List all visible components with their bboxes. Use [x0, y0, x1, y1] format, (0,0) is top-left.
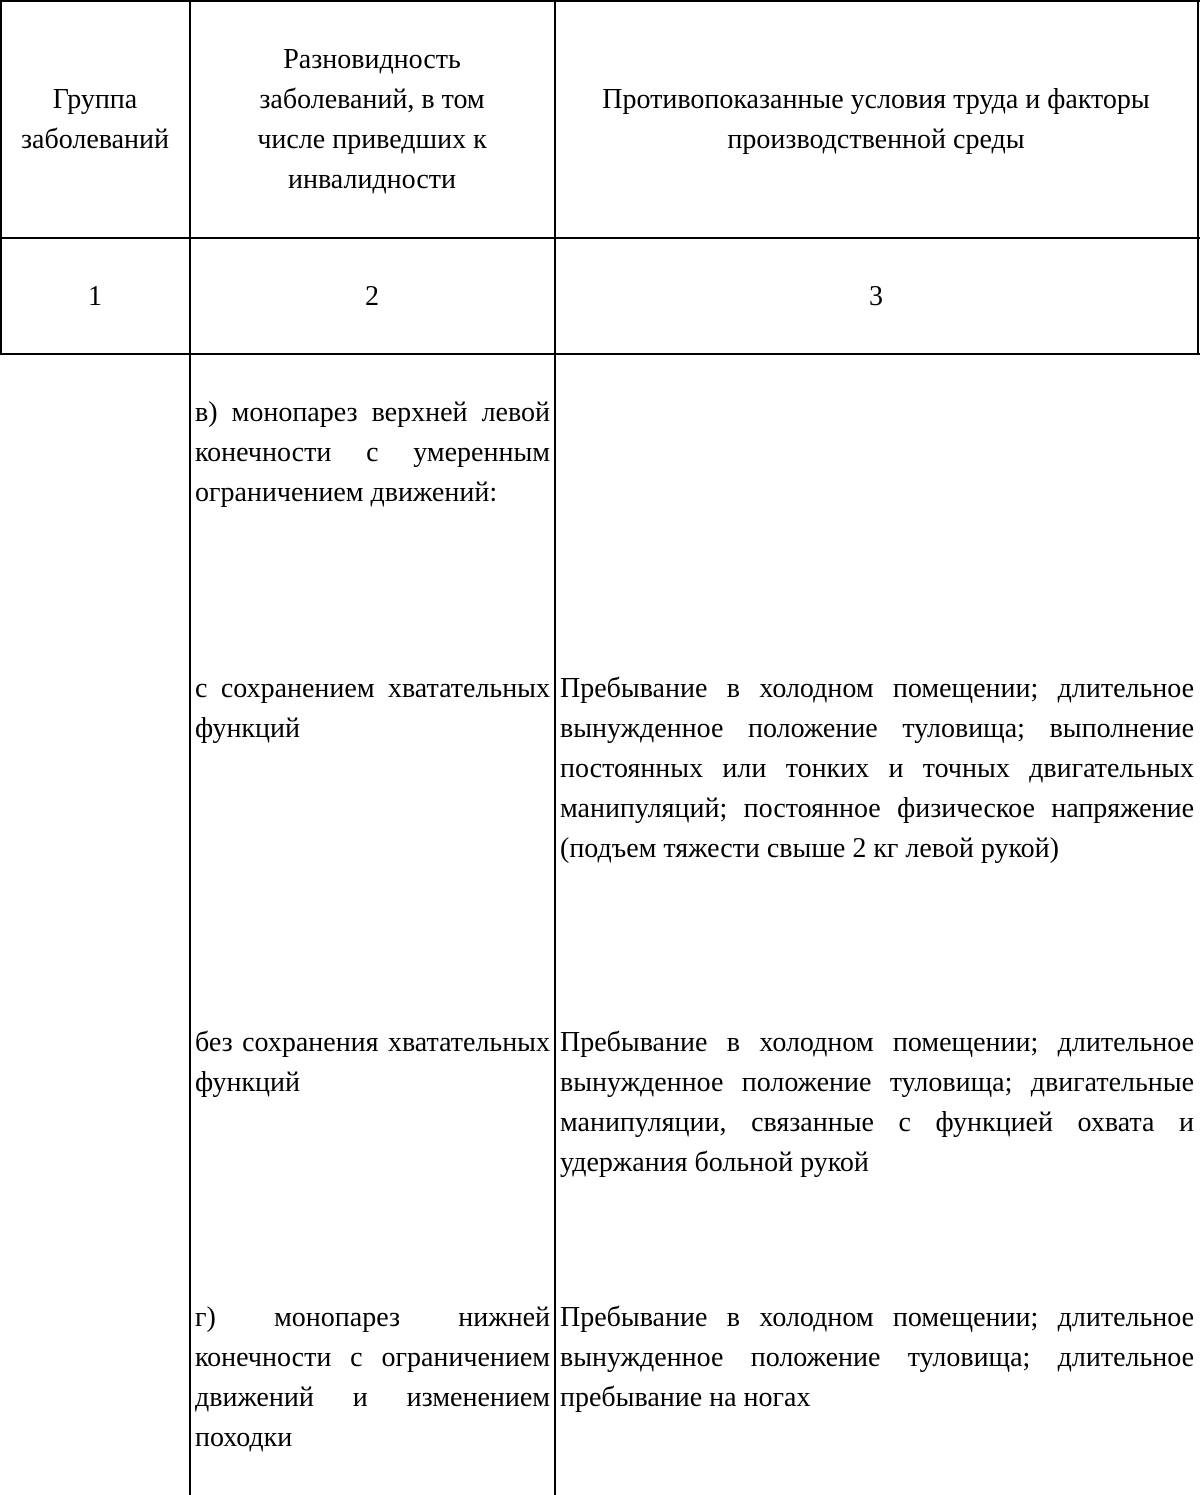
column-divider-1	[189, 0, 191, 1495]
conditions-with-grasp: Пребывание в холодном помещении; длительное вынужденное положение туловища; выполнение постоянных или тонких и точных двигательных манипуляций; постоянное физическое напряжение (подъем тяжести свыше 2 кг левой рукой)	[560, 673, 1194, 864]
conditions-without-grasp: Пребывание в холодном помещении; длительное вынужденное положение туловища; двигательные манипуляции, связанные с функцией охвата и удержания больной рукой	[560, 1027, 1194, 1178]
header-disease-group: Группа заболеваний	[21, 84, 169, 155]
table-border-right	[1197, 0, 1199, 355]
disease-kind-monoparesis-lower: г) монопарез нижней конечности с ограничением движений и изменением походки	[195, 1302, 550, 1453]
header-contraindications: Противопоказанные условия труда и факторы производственной среды	[602, 84, 1150, 155]
column-number-2: 2	[365, 281, 379, 312]
table-border-top	[0, 0, 1200, 2]
header-divider	[0, 237, 1200, 239]
header-disease-kind: Разновидность заболеваний, в том числе приведших к инвалидности	[257, 44, 487, 195]
column-number-1: 1	[88, 281, 102, 312]
column-divider-2	[554, 0, 556, 1495]
column-number-3: 3	[869, 281, 883, 312]
disease-kind-without-grasp: без сохранения хватательных функций	[195, 1027, 550, 1098]
disease-kind-monoparesis-upper: в) монопарез верхней левой конечности с умеренным ограничением движений:	[195, 397, 550, 508]
disease-kind-with-grasp: с сохранением хватательных функций	[195, 673, 550, 744]
conditions-monoparesis-lower: Пребывание в холодном помещении; длительное вынужденное положение туловища; длительное пребывание на ногах	[560, 1302, 1194, 1413]
numbers-divider	[0, 353, 1200, 355]
